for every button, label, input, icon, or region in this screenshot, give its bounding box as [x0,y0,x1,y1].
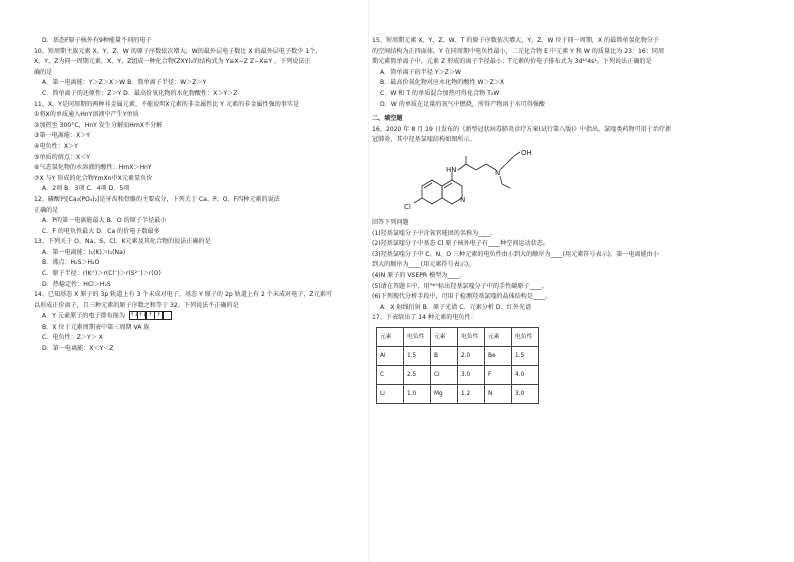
line-q11-4: ④电负性：X＞Y [34,142,78,150]
line-q15-b: B．最高价氧化物对应水化物的酸性 W＞Z＞X [380,79,505,87]
line-q14-d: D．第一电离能：X＜Y＜Z [42,344,114,352]
orbital-box: ↑ [154,311,163,320]
table-cell: Be [485,346,512,365]
line-q14-a [34,311,364,322]
line-q10-ab: A．第一电离能：Y＞Z＞X＞W B．简单离子半径：W＞Z＞Y [42,79,207,87]
orbital-box: ↑ [146,311,155,320]
orbital-box: ↑↓ [129,312,139,319]
line-q15-stem3: 期元素简单离子中，元素 Z 形成的离子半径最小；T元素的价电子排布式为 3d¹⁰4s¹。下列说法正确的是 [372,58,652,66]
table-header-cell: 元素 [431,327,458,346]
table-cell: 3.0 [512,384,539,403]
column-divider [368,0,369,562]
line-q15-stem: 15、短周期元素 X、Y、Z、W、T 的原子序数依次增大，Y、Z、W 位于同一周期，X 的最简单氢化物分子 [372,37,659,44]
hydroxychloroquine-structure [402,148,542,216]
line-q9-d: D．基态F原子核外有9种能量不同的电子 [42,37,152,44]
line-q16-4: (4)N 原子的 VSEPR 模型为____。 [372,271,466,279]
table-cell: 2.5 [404,365,431,384]
section-title: 二、填空题 [372,115,403,123]
line-q10-cd: C．简单离子的还原性：Z＞Y D．最高价氧化物的水化物酸性：X＞Y＞Z [42,89,238,97]
left-column [34,36,364,354]
line-q10-stem2: X、Y、Z为同一周期元素，X、Y、Z组成一种化合物(ZXY)₂的结构式为 Y≡X−Z Z−X≡Y 。下列说法正 [34,58,311,66]
right-column [372,36,764,404]
line-q16-5: (5)请在答题卡中，用"*"标出羟基氯喹分子中的手性碳原子____。 [372,282,548,290]
line-q12-stem: 12、磷酸钙[Ca₃(PO₄)₂]是牙齿和骨骼的主要成分，下列关于 Ca、P、O、F四种元素的说法 [34,195,280,203]
line-q13-b: B．沸点：H₂S＞H₂O [42,259,100,267]
line-q13-stem: 13、下列关于 O、Na、S、Cl、K元素及其化合物的说法正确的是 [34,238,211,246]
orbital-box: ↑↓ [138,312,147,319]
line-q11-7: ⑦X 与Y 形成的化合物YmXn中X元素显负价 [34,174,153,182]
line-q15-stem2: 的空间结构为正四面体，Y 在同周期中电负性最小，二元化合物 E 中元素 Y 和 W 的质量比为 23：16；同周 [372,47,665,55]
line-q12-stem2: 正确的是 [34,206,59,214]
line-q11-2: ②加热至 300°C，HnY 发生分解而HmX不分解 [34,121,163,129]
table-cell: N [485,384,512,403]
table-cell: 1.5 [404,346,431,365]
line-q13-d: D．热稳定性：HCl＞H₂S [42,280,111,288]
line-q16-options: A．X 射线衍射 B．原子光谱 C．元素分析 D．红外光谱 [380,303,532,311]
orbital-box [163,311,172,320]
table-cell: 2.0 [458,346,485,365]
line-q11-3: ③第一电离能：X＞Y [34,132,91,140]
line-q16-stem2: 冠肺炎，其中羟基氯喹结构如图所示。 [372,136,476,144]
table-cell: 1.5 [512,346,539,365]
amine-n-label: N [495,168,501,177]
line-q12-cd: C．F 的电负性最大 D．Ca 的价电子数最多 [42,227,160,235]
line-q16-3: (3)羟基氯喹分子中 C、N、O 三种元素的电负性由小到大的顺序为____(用元素符号表示)，第一电离能由小 [372,250,659,258]
line-q11-6: ⑥气态氢化物的水溶液的酸性：HmX＞HnY [34,164,152,172]
line-q11-1: ①将X的单质通入HnY溶液中产生Y单质 [34,111,139,119]
line-q16-1: (1)羟基氯喹分子中含氧官能团的名称为____。 [372,229,497,237]
line-q11-stem: 11、X、Y是同周期的两种非金属元素，不能说明X元素的非金属性比 Y 元素的非金属性强的事实是 [34,100,300,108]
hydroxyl-label: OH [521,148,532,157]
table-cell: Li [377,384,404,403]
orbital-diagram [129,311,171,320]
table-cell: 3.0 [458,365,485,384]
table-row [377,346,539,365]
line-q14-stem: 14、已知基态 X 原子的 3p 轨道上有 3 个未成对电子，基态 Y 原子的 2p 轨道上有 2 个未成对电子，Z元素可 [34,291,332,299]
chlorine-label: Cl [404,202,411,211]
line-q11-5: ⑤单质的熔点：X＜Y [34,153,91,161]
table-cell: 1.0 [404,384,431,403]
line-q17-stem: 17、下表给出了 14 种元素的电负性： [372,314,477,322]
line-q14-stem2: 以形成正价离子，且三种元素的原子序数之和等于 32。下列说法不正确的是 [34,301,239,309]
line-q16-6: (6)下列现代分析手段中，可用于检测羟基氯喹的晶体结构是____。 [372,293,552,301]
line-q14-b: B．X 位于元素周期表中第三周期 VA 族 [42,323,150,331]
table-cell: F [485,365,512,384]
table-cell: Cl [431,365,458,384]
line-q15-a: A．简单离子的半径 Y＞Z＞W [380,68,461,76]
table-cell: 1.2 [458,384,485,403]
line-q16-2: (2)羟基氯喹分子中基态 Cl 原子核外电子有____种空间运动状态。 [372,240,549,248]
table-row [377,365,539,384]
benzene-ring [422,180,442,204]
line-q14-c: C．电负性：Z＞Y＞ X [42,334,103,342]
table-cell: Al [377,346,404,365]
pyridine-ring [442,180,462,204]
table-cell: 4.0 [512,365,539,384]
line-q15-c: C．W 和 T 的单质混合加热可得化合物 T₂W [380,89,500,97]
line-q13-c: C．原子半径：r(K⁺)＞r(Cl⁻)＞r(S²⁻)＞r(O) [42,270,161,278]
line-q10-stem3: 确的是 [34,68,53,76]
line-q16-stem: 16、2020 年 8 月 19 日发布的《新型冠状病毒肺炎诊疗方案(试行第八版)》中指出，氯喹类药物可用于治疗新 [372,125,672,133]
hn-label: HN [446,165,457,174]
table-header-cell: 电负性 [404,327,431,346]
line-q16-intro: 回答下列问题 [372,218,409,226]
table-row [377,384,539,403]
electronegativity-table [376,327,539,404]
line-q13-a: A．第一电离能：I₁(K)＞I₁(Na) [42,248,126,256]
table-header-cell: 元素 [377,327,404,346]
table-header-cell: 电负性 [458,327,485,346]
line-q12-ab: A．P的第一电离能最大 B．O 的原子半径最小 [42,217,167,225]
table-cell: B [431,346,458,365]
table-header-cell: 元素 [485,327,512,346]
line-q14-a-text: A．Y 元素原子的电子排布图为 [42,312,125,320]
table-header-cell: 电负性 [512,327,539,346]
line-q16-3b: 到大的顺序为____(用元素符号表示)。 [372,261,475,269]
line-q11-options: A．2项 B．3项 C．4项 D．5项 [42,185,130,193]
table-header-row [377,327,539,346]
line-q10-stem: 10、短周期主族元素 X、Y、Z、W 的原子序数依次增大，W的最外层电子数比 X 的最外层电子数少 1个， [34,47,322,55]
table-cell: C [377,365,404,384]
ring-n-label: N [460,195,466,204]
line-q15-d: D．W 的单质在足量的氧气中燃烧，所得产物溶于水可得强酸 [380,100,545,108]
table-cell: Mg [431,384,458,403]
